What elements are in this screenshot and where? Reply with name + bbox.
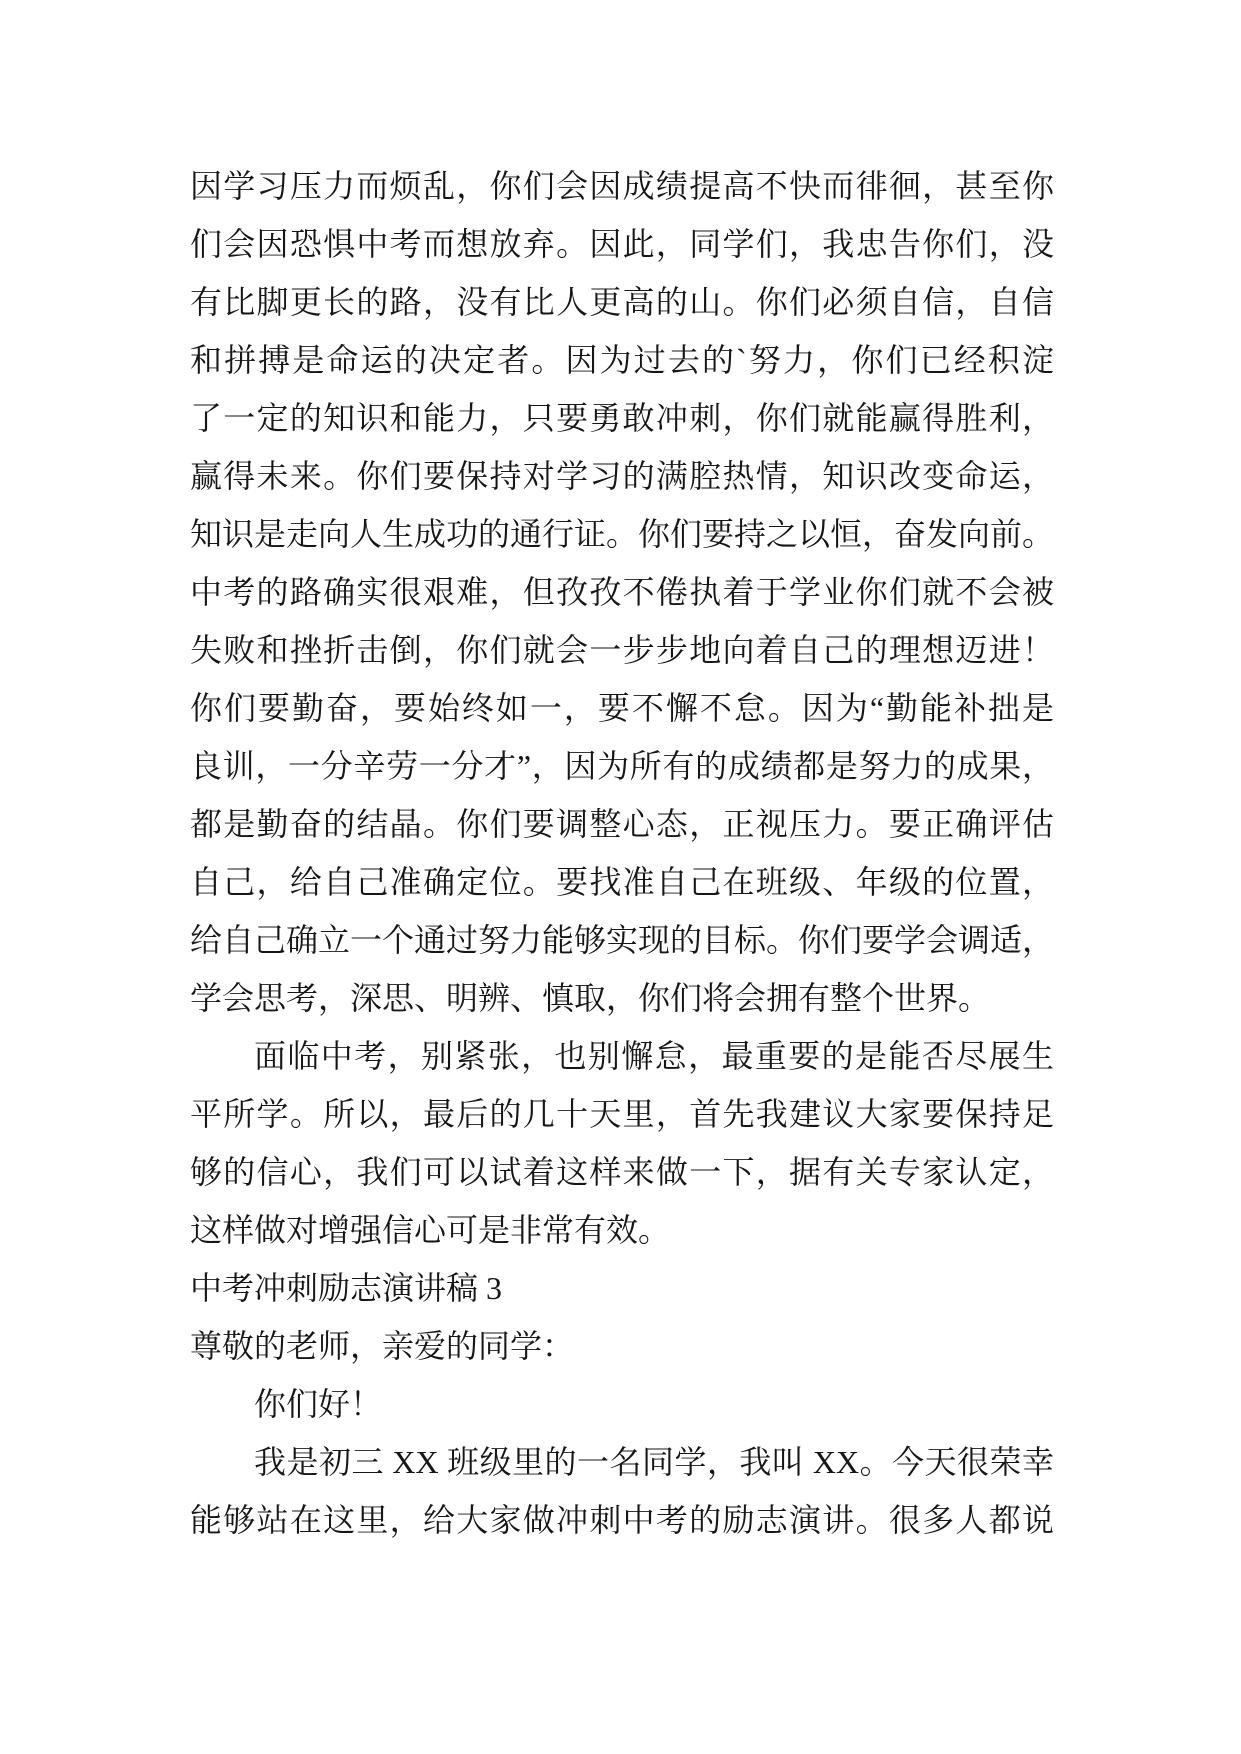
text-line: 给自己确立一个通过努力能够实现的目标。你们要学会调适， <box>190 922 1054 958</box>
text-line: 平所学。所以，最后的几十天里，首先我建议大家要保持足 <box>190 1096 1054 1132</box>
text-line: 和拼搏是命运的决定者。因为过去的`努力，你们已经积淀 <box>190 342 1054 378</box>
text-line: 你们要勤奋，要始终如一，要不懈不怠。因为“勤能补拙是 <box>190 690 1054 726</box>
text-line: 失败和挫折击倒，你们就会一步步地向着自己的理想迈进！ <box>190 632 1054 668</box>
greeting-line: 你们好！ <box>254 1386 383 1422</box>
salutation-line: 尊敬的老师，亲爱的同学： <box>190 1328 575 1364</box>
text-line: 够的信心，我们可以试着这样来做一下，据有关专家认定， <box>190 1154 1054 1190</box>
text-line: 面临中考，别紧张，也别懈怠，最重要的是能否尽展生 <box>254 1038 1054 1074</box>
text-line: 学会思考，深思、明辨、慎取，你们将会拥有整个世界。 <box>190 980 991 1016</box>
text-line: 都是勤奋的结晶。你们要调整心态，正视压力。要正确评估 <box>190 806 1054 842</box>
text-line: 自己，给自己准确定位。要找准自己在班级、年级的位置， <box>190 864 1054 900</box>
text-line: 我是初三 XX 班级里的一名同学，我叫 XX。今天很荣幸 <box>254 1444 1054 1480</box>
text-line: 有比脚更长的路，没有比人更高的山。你们必须自信，自信 <box>190 284 1054 320</box>
text-line: 因学习压力而烦乱，你们会因成绩提高不快而徘徊，甚至你 <box>190 168 1054 204</box>
text-line: 们会因恐惧中考而想放弃。因此，同学们，我忠告你们，没 <box>190 226 1054 262</box>
text-line: 中考的路确实很艰难，但孜孜不倦执着于学业你们就不会被 <box>190 574 1054 610</box>
text-line: 这样做对增强信心可是非常有效。 <box>190 1212 671 1248</box>
text-line: 赢得未来。你们要保持对学习的满腔热情，知识改变命运， <box>190 458 1054 494</box>
text-line: 了一定的知识和能力，只要勇敢冲刺，你们就能赢得胜利， <box>190 400 1054 436</box>
text-line: 良训，一分辛劳一分才”，因为所有的成绩都是努力的成果， <box>190 748 1054 784</box>
text-line: 能够站在这里，给大家做冲刺中考的励志演讲。很多人都说 <box>190 1502 1054 1538</box>
section-heading: 中考冲刺励志演讲稿 3 <box>190 1270 503 1306</box>
text-line: 知识是走向人生成功的通行证。你们要持之以恒，奋发向前。 <box>190 516 1054 552</box>
